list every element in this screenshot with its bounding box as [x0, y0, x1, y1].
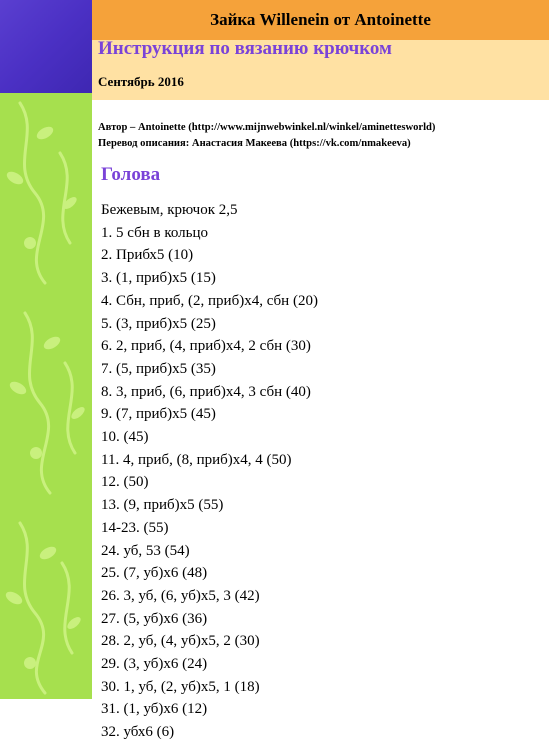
pattern-rows: [101, 199, 541, 744]
pattern-row: 32. убх6 (6): [101, 724, 175, 741]
pattern-row: 24. уб, 53 (54): [101, 542, 190, 559]
pattern-row: 25. (7, уб)х6 (48): [101, 565, 208, 582]
pattern-row: 26. 3, уб, (6, уб)х5, 3 (42): [101, 587, 260, 604]
pattern-row: 28. 2, уб, (4, уб)х5, 2 (30): [101, 633, 260, 650]
pattern-row: 30. 1, уб, (2, уб)х5, 1 (18): [101, 678, 260, 695]
pattern-row: 4. Сбн, приб, (2, приб)х4, сбн (20): [101, 292, 318, 309]
decorative-corner-block: [0, 0, 92, 93]
pattern-row: 9. (7, приб)х5 (45): [101, 406, 216, 423]
pattern-row: 7. (5, приб)х5 (35): [101, 360, 216, 377]
decorative-left-stripe: [0, 0, 92, 699]
credits-block: [98, 120, 543, 152]
author-credit: Автор – Antoinette (http://www.mijnwebwinkel.nl/winkel/aminettesworld): [98, 122, 436, 133]
pattern-row: 6. 2, приб, (4, приб)х4, 2 сбн (30): [101, 338, 311, 355]
document-subtitle: Инструкция по вязанию крючком: [98, 38, 392, 59]
pattern-row: 11. 4, приб, (8, приб)х4, 4 (50): [101, 451, 292, 468]
pattern-row: 1. 5 сбн в кольцо: [101, 224, 209, 241]
pattern-row: 5. (3, приб)х5 (25): [101, 315, 216, 332]
pattern-row: 27. (5, уб)х6 (36): [101, 610, 208, 627]
pattern-row: 8. 3, приб, (6, приб)х4, 3 сбн (40): [101, 383, 311, 400]
section-heading: Голова: [101, 164, 161, 185]
pattern-row: 13. (9, приб)х5 (55): [101, 497, 224, 514]
translator-credit: Перевод описания: Анастасия Макеева (https://vk.com/nmakeeva): [98, 138, 411, 149]
pattern-row: 3. (1, приб)х5 (15): [101, 270, 216, 287]
pattern-row: 12. (50): [101, 474, 149, 491]
pattern-row: 29. (3, уб)х6 (24): [101, 656, 208, 673]
document-date: Сентябрь 2016: [98, 74, 184, 89]
pattern-row: 31. (1, уб)х6 (12): [101, 701, 208, 718]
pattern-row: Бежевым, крючок 2,5: [101, 202, 238, 218]
pattern-row: 14-23. (55): [101, 519, 169, 536]
floral-pattern-icon: [0, 93, 92, 699]
document-title: Зайка Willenein от Antoinette: [210, 10, 431, 29]
pattern-row: 2. Прибх5 (10): [101, 247, 194, 264]
pattern-row: 10. (45): [101, 429, 149, 446]
